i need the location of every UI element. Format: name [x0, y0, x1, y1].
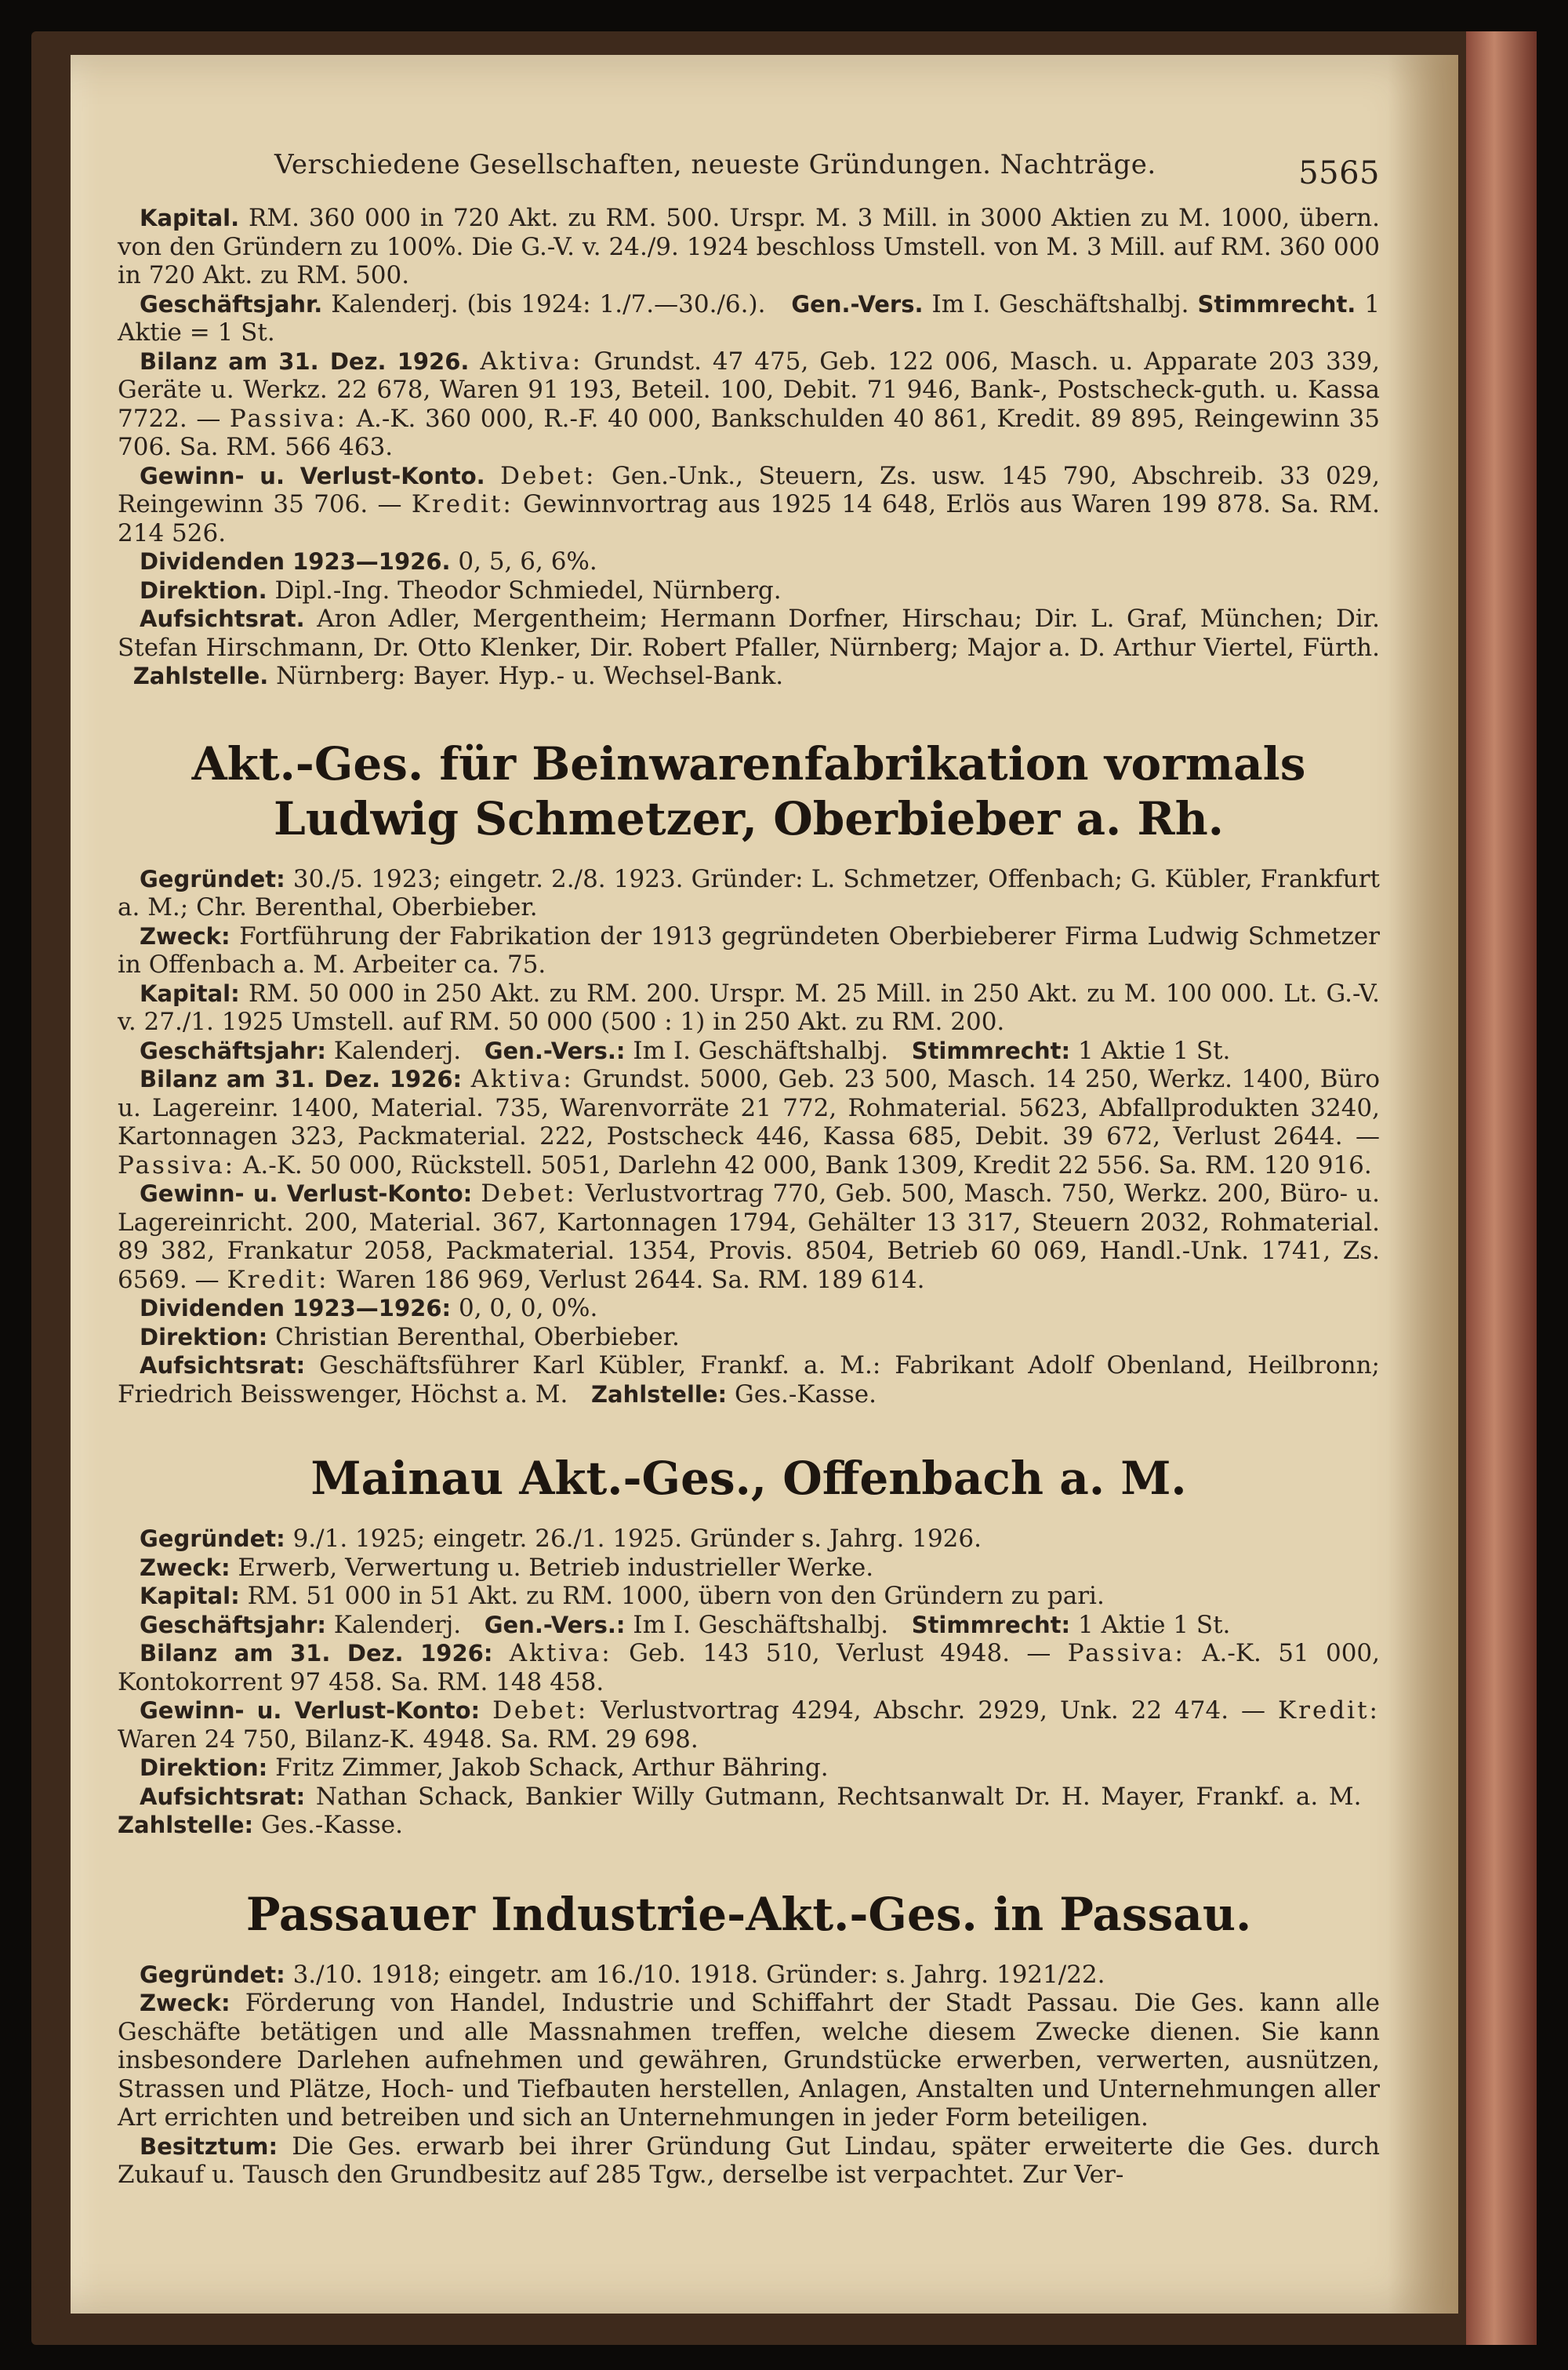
geschaeftsjahr-paragraph: Geschäftsjahr. Kalenderj. (bis 1924: 1./7.—30./6.). Gen.-Vers. Im I. Geschäftshalbj. Stimmrecht. 1 Aktie = 1 St. — [118, 289, 1381, 347]
zweck-paragraph: Zweck: Fortführung der Fabrikation der 1913 gegründeten Oberbieberer Firma Ludwig Schmetzer in Offenbach a. M. Arbeiter ca. 75. — [118, 921, 1381, 979]
guv-paragraph: Gewinn- u. Verlust-Konto. Debet: Gen.-Unk., Steuern, Zs. usw. 145 790, Abschreib. 33 029, Reingewinn 35 706. — Kredit: Gewinnvortrag aus 1925 14 648, Erlös aus Waren 199 878. Sa. RM. 214 526. — [118, 461, 1381, 547]
dividenden-paragraph: Dividenden 1923—1926: 0, 0, 0, 0%. — [140, 1294, 598, 1322]
entry-passau — [118, 1961, 1380, 2190]
aufsichtsrat-paragraph: Aufsichtsrat: Nathan Schack, Bankier Willy Gutmann, Rechtsanwalt Dr. H. Mayer, Frankf. a. M. Zahlstelle: Ges.-Kasse. — [118, 1782, 1362, 1839]
page-content — [118, 149, 1380, 2190]
dividenden-paragraph: Dividenden 1923—1926. 0, 5, 6, 6%. — [140, 547, 597, 576]
geschaeftsjahr-paragraph: Geschäftsjahr: Kalenderj. Gen.-Vers.: Im I. Geschäftshalbj. Stimmrecht: 1 Aktie 1 St. — [140, 1036, 1231, 1065]
gegruendet-paragraph: Gegründet: 3./10. 1918; eingetr. am 16./10. 1918. Gründer: s. Jahrg. 1921/22. — [140, 1960, 1105, 1989]
bilanz-paragraph: Bilanz am 31. Dez. 1926: Aktiva: Grundst. 5000, Geb. 23 500, Masch. 14 250, Werkz. 1400, Büro u. Lagereinr. 1400, Material. 735, Warenvorräte 21 772, Rohmaterial. 5623, Abfallprodukten 3240, Kartonnagen 323, Packmaterial. 222, Postscheck 446, Kassa 685, Debit. 39 672, Verlust 2644. — Passiva: A.-K. 50 000, Rückstell. 5051, Darlehn 42 000, Bank 1309, Kredit 22 556. Sa. RM. 120 916. — [118, 1065, 1381, 1180]
running-header — [118, 149, 1380, 204]
company-title-passau: Passauer Industrie-Akt.-Ges. in Passau. — [245, 1887, 1252, 1941]
aufsichtsrat-paragraph: Aufsichtsrat: Geschäftsführer Karl Kübler, Frankf. a. M.: Fabrikant Adolf Obenland, Heilbronn; Friedrich Beisswenger, Höchst a. M. Zahlstelle: Ges.-Kasse. — [118, 1351, 1380, 1409]
kapital-paragraph: Kapital: RM. 50 000 in 250 Akt. zu RM. 200. Urspr. M. 25 Mill. in 250 Akt. zu M. 100 000. Lt. G.-V. v. 27./1. 1925 Umstell. auf RM. 50 000 (500 : 1) in 250 Akt. zu RM. 200. — [118, 979, 1381, 1036]
bilanz-paragraph: Bilanz am 31. Dez. 1926: Aktiva: Geb. 143 510, Verlust 4948. — Passiva: A.-K. 51 000, Kontokorrent 97 458. Sa. RM. 148 458. — [118, 1639, 1380, 1696]
company-title-mainau: Mainau Akt.-Ges., Offenbach a. M. — [310, 1452, 1187, 1505]
bilanz-paragraph: Bilanz am 31. Dez. 1926. Aktiva: Grundst. 47 475, Geb. 122 006, Masch. u. Apparate 203 339, Geräte u. Werkz. 22 678, Waren 91 193, Beteil. 100, Debit. 71 946, Bank-, Postscheck-guth. u. Kassa 7722. — Passiva: A.-K. 360 000, R.-F. 40 000, Bankschulden 40 861, Kredit. 89 895, Reingewinn 35 706. Sa. RM. 566 463. — [118, 347, 1380, 461]
besitztum-paragraph: Besitztum: Die Ges. erwarb bei ihrer Gründung Gut Lindau, später erweiterte die Ges. durch Zukauf u. Tausch den Grundbesitz auf 285 Tgw., derselbe ist verpachtet. Zur Ver- — [118, 2132, 1380, 2189]
kapital-paragraph: Kapital: RM. 51 000 in 51 Akt. zu RM. 1000, übern von den Gründern zu pari. — [140, 1582, 1105, 1610]
zweck-paragraph: Zweck: Förderung von Handel, Industrie und Schiffahrt der Stadt Passau. Die Ges. kann alle Geschäfte betätigen und alle Massnahmen treffen, welche diesem Zwecke dienen. Sie kann insbesondere Darlehen aufnehmen und gewähren, Grundstücke erwerben, verwerten, ausnützen, Strassen und Plätze, Hoch- und Tiefbauten herstellen, Anlagen, Anstalten und Unternehmungen aller Art errichten und betreiben und sich an Unternehmungen in jeder Form beteiligen. — [118, 1989, 1380, 2132]
page-number: 5565 — [1298, 155, 1380, 191]
gegruendet-paragraph: Gegründet: 30./5. 1923; eingetr. 2./8. 1923. Gründer: L. Schmetzer, Offenbach; G. Kübler, Frankfurt a. M.; Chr. Berenthal, Oberbieber. — [118, 864, 1380, 921]
book-page — [71, 55, 1458, 2314]
company-title-beinwaren-line1: Akt.-Ges. für Beinwarenfabrikation vormals — [191, 736, 1306, 791]
page-gutter-shadow — [1388, 55, 1458, 2314]
direktion-paragraph: Direktion. Dipl.-Ing. Theodor Schmiedel, Nürnberg. — [140, 576, 782, 605]
running-header-title: Verschiedene Gesellschaften, neueste Gründungen. Nachträge. — [274, 149, 1156, 180]
company-title-beinwaren-line2: Ludwig Schmetzer, Oberbieber a. Rh. — [274, 791, 1224, 845]
entry-mainau — [118, 1525, 1380, 1840]
kapital-paragraph: Kapital. RM. 360 000 in 720 Akt. zu RM. 500. Urspr. M. 3 Mill. in 3000 Aktien zu M. 1000, übern. von den Gründern zu 100%. Die G.-V. v. 24./9. 1924 beschloss Umstell. von M. 3 Mill. auf RM. 360 000 in 720 Akt. zu RM. 500. — [118, 204, 1380, 289]
aufsichtsrat-paragraph: Aufsichtsrat. Aron Adler, Mergentheim; Hermann Dorfner, Hirschau; Dir. L. Graf, München; Dir. Stefan Hirschmann, Dr. Otto Klenker, Dir. Robert Pfaller, Nürnberg; Major a. D. Arthur Viertel, Fürth. Zahlstelle. Nürnberg: Bayer. Hyp.- u. Wechsel-Bank. — [118, 605, 1380, 690]
guv-paragraph: Gewinn- u. Verlust-Konto: Debet: Verlustvortrag 770, Geb. 500, Masch. 750, Werkz. 200, Büro- u. Lagereinricht. 200, Material. 367, Kartonnagen 1794, Gehälter 13 317, Steuern 2032, Rohmaterial. 89 382, Frankatur 2058, Packmaterial. 1354, Provis. 8504, Betrieb 60 069, Handl.-Unk. 1741, Zs. 6569. — Kredit: Waren 186 969, Verlust 2644. Sa. RM. 189 614. — [118, 1180, 1381, 1294]
guv-paragraph: Gewinn- u. Verlust-Konto: Debet: Verlustvortrag 4294, Abschr. 2929, Unk. 22 474. — Kredit: Waren 24 750, Bilanz-K. 4948. Sa. RM. 29 698. — [118, 1696, 1380, 1754]
entry-continued — [118, 204, 1380, 691]
zweck-paragraph: Zweck: Erwerb, Verwertung u. Betrieb industrieller Werke. — [140, 1553, 874, 1582]
entry-beinwaren — [118, 865, 1380, 1409]
geschaeftsjahr-paragraph: Geschäftsjahr: Kalenderj. Gen.-Vers.: Im I. Geschäftshalbj. Stimmrecht: 1 Aktie 1 St. — [140, 1610, 1231, 1639]
gegruendet-paragraph: Gegründet: 9./1. 1925; eingetr. 26./1. 1925. Gründer s. Jahrg. 1926. — [140, 1525, 982, 1553]
book-binding — [1466, 31, 1537, 2345]
direktion-paragraph: Direktion: Fritz Zimmer, Jakob Schack, Arthur Bähring. — [140, 1754, 829, 1782]
direktion-paragraph: Direktion: Christian Berenthal, Oberbieber. — [140, 1322, 680, 1351]
